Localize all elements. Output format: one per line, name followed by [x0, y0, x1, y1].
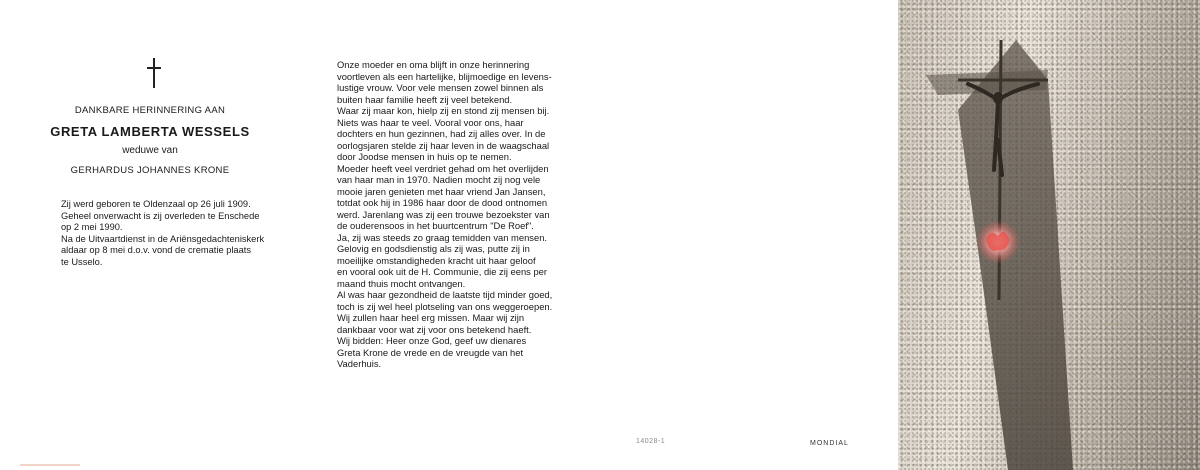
biography: [61, 199, 291, 268]
tribute-line: Onze moeder en oma blijft in onze herinnering: [337, 59, 530, 70]
husband-name: GERHARDUS JOHANNES KRONE: [70, 165, 230, 176]
tribute-line: Vaderhuis.: [337, 358, 382, 369]
tribute-line: en vooral ook uit de H. Communie, die zij eens per: [337, 266, 548, 277]
corpus-head: [993, 92, 1003, 104]
tribute-line: Ja, zij was steeds zo graag temidden van mensen.: [337, 231, 548, 243]
tribute-line: Greta Krone de vrede en de vreugde van het: [337, 346, 524, 358]
remembrance-header: DANKBARE HERINNERING AAN: [74, 105, 226, 116]
print-code: 14028-1: [636, 438, 666, 445]
tribute-text: [337, 59, 570, 370]
tribute-line: lustige vrouw. Voor vele mensen zowel binnen als: [337, 82, 544, 93]
tribute-line: Waar zij maar kon, hielp zij en stond zij mensen bij.: [337, 105, 550, 116]
bio-line: Zij werd geboren te Oldenzaal op 26 juli 1909.: [61, 199, 251, 209]
left-panel: [0, 0, 300, 470]
bio-line: Na de Uitvaartdienst in de Ariënsgedachteniskerk: [61, 233, 265, 244]
tribute-line: Al was haar gezondheid de laatste tijd minder goed,: [337, 289, 553, 300]
cross-icon: [147, 58, 161, 90]
bio-line: te Usselo.: [61, 256, 103, 267]
bio-line: op 2 mei 1990.: [61, 222, 123, 232]
tribute-line: dochters en hun gezinnen, had zij alles over. In de: [337, 128, 546, 139]
printer-brand: MONDIAL: [810, 440, 849, 447]
crucifix-illustration: [898, 0, 1200, 470]
bio-line: Geheel onverwacht is zij overleden te Enschede: [61, 210, 260, 221]
widow-of-label: weduwe van: [122, 145, 178, 156]
tribute-line: totdat ook hij in 1986 haar door de dood ontnomen: [337, 197, 548, 208]
tribute-line: de ouderensoos in het buurtcentrum "De Roef".: [337, 220, 534, 231]
tribute-line: door Joodse mensen in huis op te nemen.: [337, 151, 512, 162]
print-specks: [20, 462, 100, 468]
tribute-line: Wij bidden: Heer onze God, geef uw dienares: [337, 335, 527, 346]
tribute-line: buiten haar familie heeft zij veel betekend.: [337, 93, 513, 105]
tribute-line: mooie jaren genieten met haar vriend Jan Jansen,: [337, 185, 546, 197]
tribute-line: dankbaar voor wat zij voor ons betekend haeft.: [337, 323, 532, 335]
tribute-line: toch is zij wel heel plotseling van ons weggeroepen.: [337, 300, 553, 312]
deceased-name: GRETA LAMBERTA WESSELS: [50, 124, 250, 139]
tribute-line: Moeder heeft veel verdriet gehad om het overlijden: [337, 162, 549, 174]
tribute-line: werd. Jarenlang was zij een trouwe bezoekster van: [337, 208, 550, 220]
tribute-line: Gelovig en godsdienstig als zij was, putte zij in: [337, 243, 530, 254]
tribute-line: Niets was haar te veel. Vooral voor ons, haar: [337, 116, 524, 128]
tribute-line: Wij zullen haar heel erg missen. Maar wij zijn: [337, 312, 525, 323]
tribute-line: oorlogsjaren stelde zij haar leven in de waagschaal: [337, 139, 550, 151]
tribute-line: voortleven als een hartelijke, blijmoedige en levens-: [337, 70, 552, 82]
tribute-line: maand thuis mocht ontvangen.: [337, 277, 466, 289]
bio-line: aldaar op 8 mei d.o.v. vond de crematie plaats: [61, 245, 252, 255]
crucifix-photo: [898, 0, 1200, 470]
tribute-line: moeilijke omstandigheden kracht uit haar geloof: [337, 254, 536, 266]
tribute-line: van haar man in 1970. Nadien mocht zij nog vele: [337, 174, 541, 185]
